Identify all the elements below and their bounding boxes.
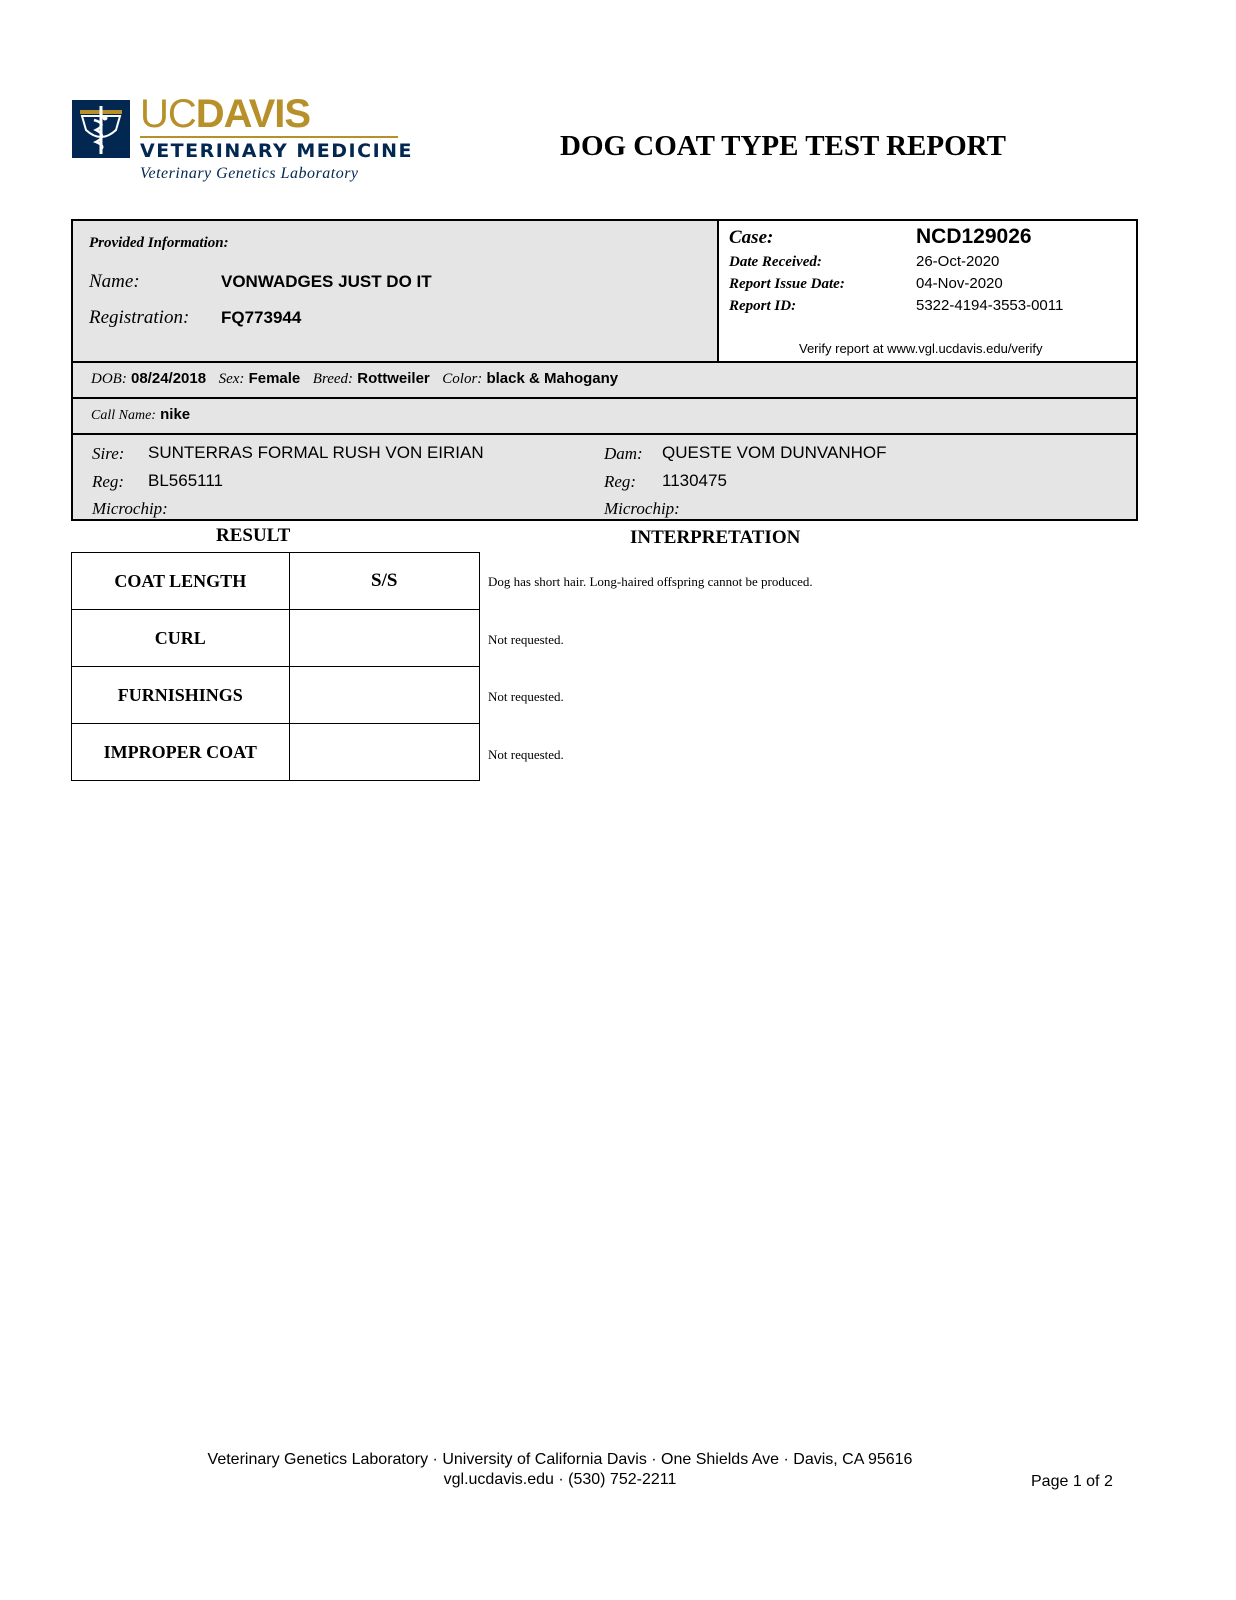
caduceus-icon	[72, 100, 130, 158]
sire-label: Sire:	[92, 444, 125, 463]
interpretation-heading: INTERPRETATION	[630, 527, 801, 548]
result-cell	[289, 610, 479, 667]
info-box	[71, 219, 1138, 521]
provided-heading: Provided Information:	[89, 235, 229, 251]
dam-reg-label: Reg:	[604, 472, 637, 491]
verify-link[interactable]: Verify report at www.vgl.ucdavis.edu/verify	[799, 341, 1043, 356]
trait-cell: COAT LENGTH	[72, 553, 290, 610]
table-row	[72, 553, 480, 610]
registration-label: Registration:	[89, 307, 190, 328]
case-label: Case:	[729, 227, 774, 248]
dob-label: DOB:	[91, 371, 127, 387]
result-heading: RESULT	[216, 525, 291, 546]
page-number: Page 1 of 2	[1031, 1473, 1113, 1490]
table-row	[72, 724, 480, 781]
logo-rule	[140, 136, 398, 138]
result-cell	[289, 724, 479, 781]
interpretation-text: Not requested.	[488, 747, 564, 762]
logo-lab: Veterinary Genetics Laboratory	[140, 165, 359, 182]
result-cell	[289, 667, 479, 724]
provided-information	[73, 221, 719, 361]
dam-microchip-label: Microchip:	[604, 499, 680, 518]
registration-value: FQ773944	[221, 308, 302, 327]
color-label: Color:	[442, 371, 483, 387]
case-information	[719, 221, 1136, 361]
call-name-row	[73, 397, 1136, 433]
dog-name: VONWADGES JUST DO IT	[221, 272, 432, 291]
ucdavis-logo	[72, 92, 414, 190]
call-name-value: nike	[160, 406, 191, 423]
trait-cell: FURNISHINGS	[72, 667, 290, 724]
sire-reg-label: Reg:	[92, 472, 125, 491]
parents-row	[73, 433, 1136, 519]
report-id-label: Report ID:	[729, 298, 797, 314]
report-issue-value: 04-Nov-2020	[916, 275, 1003, 292]
date-received-value: 26-Oct-2020	[916, 253, 1000, 270]
dam-reg-value: 1130475	[662, 471, 727, 490]
footer-address: Veterinary Genetics Laboratory · University of California Davis · One Shields Ave · Davis, CA 95616	[207, 1451, 913, 1468]
breed-label: Breed:	[312, 371, 354, 387]
table-row	[72, 610, 480, 667]
report-id-value: 5322-4194-3553-0011	[916, 297, 1064, 314]
case-number: NCD129026	[916, 225, 1032, 248]
dog-details-row	[73, 361, 1136, 397]
logo-school: VETERINARY MEDICINE	[140, 140, 414, 162]
sire-value: SUNTERRAS FORMAL RUSH VON EIRIAN	[148, 443, 484, 462]
breed-value: Rottweiler	[357, 370, 430, 387]
sex-value: Female	[248, 370, 301, 387]
trait-cell: IMPROPER COAT	[72, 724, 290, 781]
result-cell: S/S	[289, 553, 479, 610]
table-row	[72, 667, 480, 724]
dob-value: 08/24/2018	[131, 370, 207, 387]
interpretation-text: Not requested.	[488, 632, 564, 647]
interpretation-text: Not requested.	[488, 689, 564, 704]
sire-microchip-label: Microchip:	[92, 499, 168, 518]
date-received-label: Date Received:	[729, 254, 822, 270]
report-title: DOG COAT TYPE TEST REPORT	[560, 130, 1006, 162]
dam-label: Dam:	[604, 444, 643, 463]
report-issue-label: Report Issue Date:	[729, 276, 845, 292]
logo-wordmark: UCDAVIS	[140, 92, 311, 136]
call-name-label: Call Name:	[91, 408, 156, 423]
footer-contact: vgl.ucdavis.edu · (530) 752-2211	[443, 1471, 677, 1488]
sex-label: Sex:	[218, 371, 245, 387]
color-value: black & Mahogany	[486, 370, 619, 387]
trait-cell: CURL	[72, 610, 290, 667]
interpretation-text: Dog has short hair. Long-haired offspring cannot be produced.	[488, 574, 813, 589]
result-table	[71, 552, 480, 781]
sire-reg-value: BL565111	[148, 471, 223, 490]
name-label: Name:	[89, 271, 140, 292]
dam-value: QUESTE VOM DUNVANHOF	[662, 443, 887, 462]
